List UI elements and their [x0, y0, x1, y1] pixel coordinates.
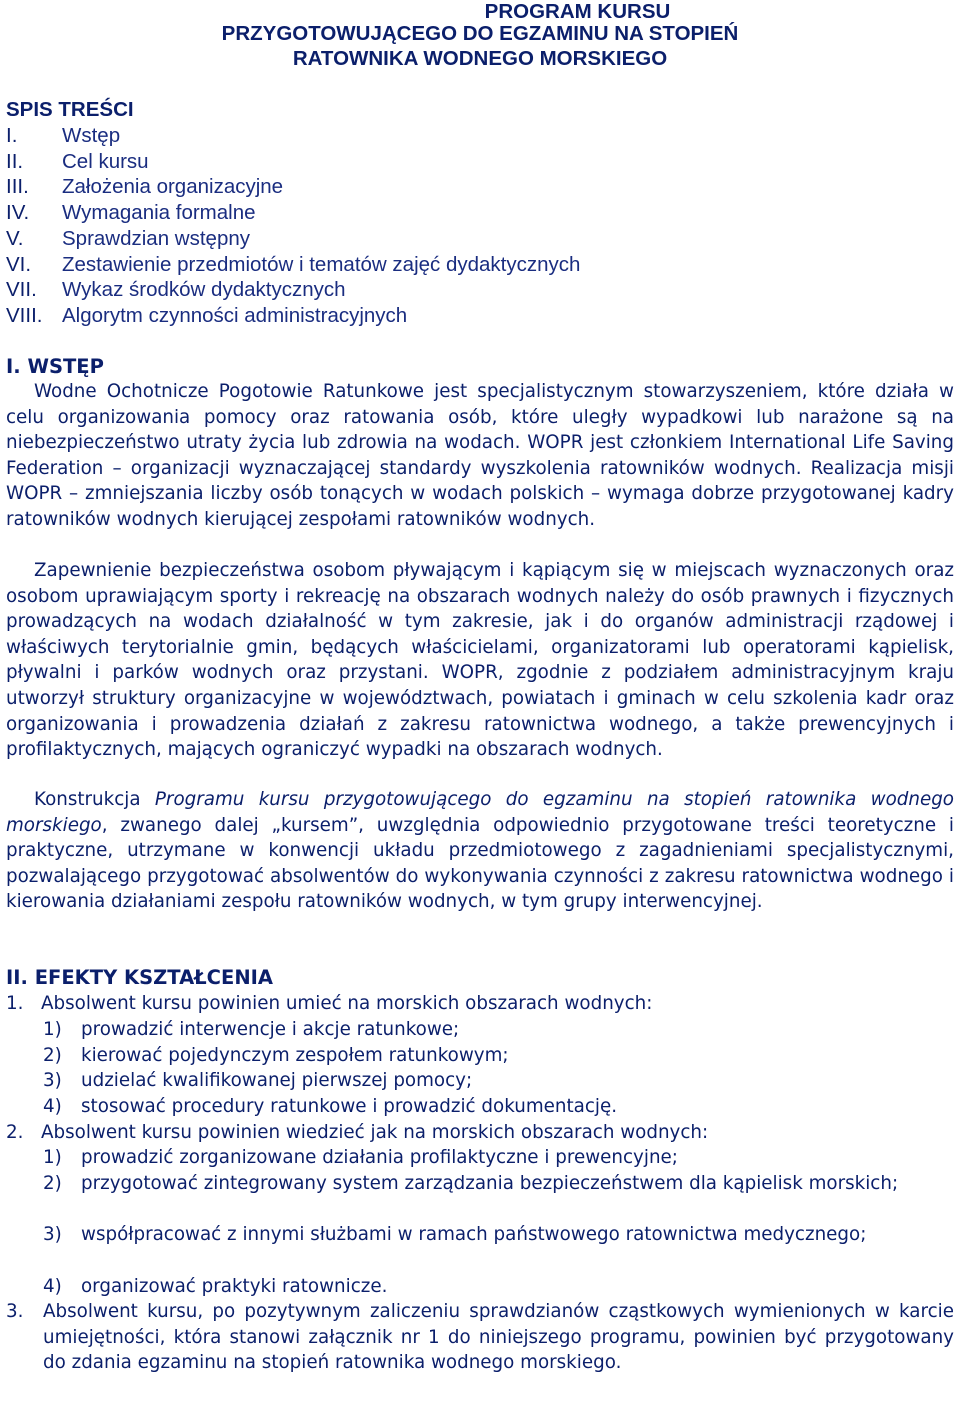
list-item: 2) przygotować zintegrowany system zarządzania bezpieczeństwem dla kąpielisk morskich;	[43, 1173, 899, 1194]
list-item: 4) stosować procedury ratunkowe i prowadzić dokumentację.	[43, 1096, 618, 1117]
section-heading-wstep: I. WSTĘP	[6, 355, 104, 378]
list-item: 4) organizować praktyki ratownicze.	[43, 1276, 388, 1297]
toc-item: III. Założenia organizacyjne	[6, 175, 284, 198]
list-item: 2) kierować pojedynczym zespołem ratunkowym;	[43, 1045, 509, 1066]
outcome-group-1: 1. Absolwent kursu powinien umieć na morskich obszarach wodnych:	[6, 993, 653, 1014]
list-item: 1) prowadzić zorganizowane działania profilaktyczne i prewencyjne;	[43, 1147, 678, 1168]
toc-item: IV. Wymagania formalne	[6, 201, 256, 224]
outcome-group-2: 2. Absolwent kursu powinien wiedzieć jak na morskich obszarach wodnych:	[6, 1122, 709, 1143]
program-name-italic: Programu kursu przygotowującego do egzaminu na stopień ratownika wodnego morskiego	[6, 789, 954, 836]
toc-item: VII. Wykaz środków dydaktycznych	[6, 278, 346, 301]
program-title-line-3: RATOWNIKA WODNEGO MORSKIEGO	[292, 47, 668, 70]
intro-paragraph-1: Wodne Ochotnicze Pogotowie Ratunkowe jest specjalistycznym stowarzyszeniem, które działa w celu organizowania pomocy oraz ratowania osób, które uległy wypadkowi lub narażone są na niebezpieczeństwo utraty życia lub zdrowia na wodach. WOPR jest członkiem International Life Saving Federation – organizacji wyznaczającej standardy wyszkolenia ratowników wodnych. Realizacja misji WOPR – zmniejszania liczby osób tonących w wodach polskich – wymaga dobrze przygotowanej kadry ratowników wodnych kierującej zespołami ratowników wodnych.	[6, 381, 954, 530]
outcome-group-3: 3. Absolwent kursu, po pozytywnym zaliczeniu sprawdzianów cząstkowych wymienionych w karcie umiejętności, która stanowi załącznik nr 1 do niniejszego programu, powinien być przygotowany do zdania egzaminu na stopień ratownika wodnego morskiego.	[6, 1301, 954, 1374]
intro-paragraph-3: Konstrukcja Programu kursu przygotowującego do egzaminu na stopień ratownika wodnego morskiego, zwanego dalej „kursem”, uwzględnia odpowiednio przygotowane treści teoretyczne i praktyczne, utrzymane w konwencji układu przedmiotowego z zagadnieniami specjalistycznymi, pozwalającego przygotować absolwentów do wykonywania czynności z zakresu ratownictwa wodnego i kierowania działaniami zespołu ratowników wodnych, w tym grupy interwencyjnej.	[6, 789, 954, 913]
program-title-line-1: PROGRAM KURSU	[484, 0, 671, 23]
list-item: 3) współpracować z innymi służbami w ramach państwowego ratownictwa medycznego;	[43, 1224, 867, 1245]
toc-item: VI. Zestawienie przedmiotów i tematów zajęć dydaktycznych	[6, 253, 581, 276]
section-heading-efekty: II. EFEKTY KSZTAŁCENIA	[6, 966, 273, 989]
list-item: 1) prowadzić interwencje i akcje ratunkowe;	[43, 1019, 460, 1040]
toc-item: V. Sprawdzian wstępny	[6, 227, 251, 250]
toc-heading: SPIS TREŚCI	[6, 98, 134, 121]
program-title-line-2: PRZYGOTOWUJĄCEGO DO EGZAMINU NA STOPIEŃ	[221, 22, 739, 45]
toc-item: I. Wstęp	[6, 124, 121, 147]
toc-item: VIII. Algorytm czynności administracyjnych	[6, 304, 408, 327]
intro-paragraph-2: Zapewnienie bezpieczeństwa osobom pływającym i kąpiącym się w miejscach wyznaczonych oraz osobom uprawiającym sporty i rekreację na obszarach wodnych należy do osób prawnych i fizycznych prowadzących na wodach działalność w tym zakresie, jak i do organów administracji rządowej i właściwych terytorialnie gmin, będących właścicielami, organizatorami lub operatorami kąpielisk, pływalni i parków wodnych oraz przystani. WOPR, zgodnie z podziałem administracyjnym kraju utworzył struktury organizacyjne w województwach, powiatach i gminach w celu szkolenia kadr oraz organizowania i prowadzenia działań z zakresu ratownictwa wodnego, a także prewencyjnych i profilaktycznych, mających ograniczyć wypadki na obszarach wodnych.	[6, 560, 954, 761]
list-item: 3) udzielać kwalifikowanej pierwszej pomocy;	[43, 1070, 473, 1091]
toc-item: II. Cel kursu	[6, 150, 149, 173]
